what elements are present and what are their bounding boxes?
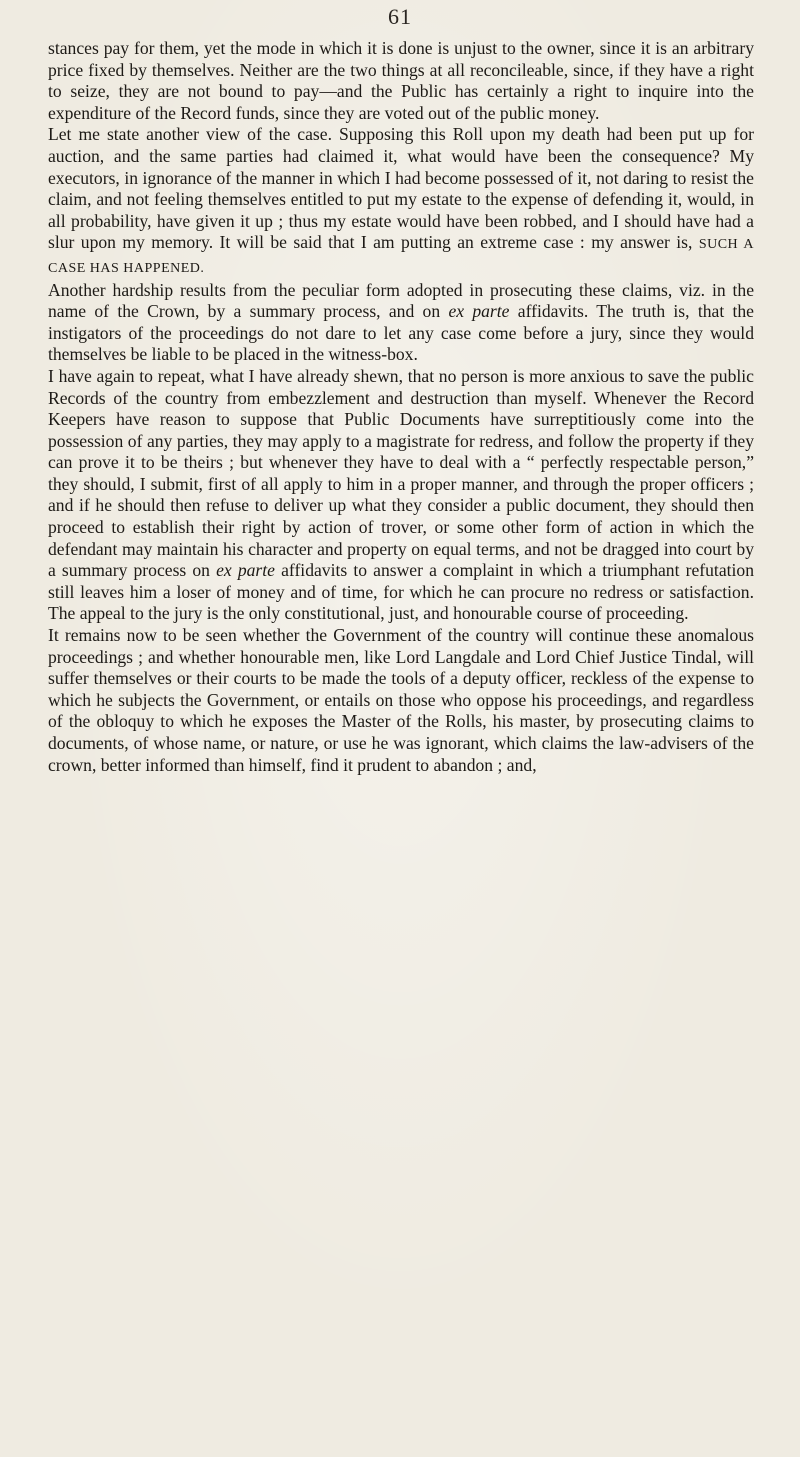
paragraph-text: Let me state another view of the case. Supposing this Roll upon my death had been put up for auction, and the same parties had claimed it, what would have been the consequence? My executors, in ignorance of the manner in which I had become possessed of it, not daring to resist the claim, and not feeling themselves entitled to put my estate to the expense of defending it, would, in all probability, have given it up ; thus my estate would have been robbed, and I should have had a slur upon my memory. It will be said that I am putting an extreme case : my answer is, (48, 124, 754, 253)
paragraph (48, 366, 754, 625)
paragraph (48, 124, 754, 279)
paragraph-text: I have again to repeat, what I have already shewn, that no person is more anxious to save the public Records of the country from embezzlement and destruction than myself. Whenever the Record Keepers have reason to suppose that Public Documents have surreptitiously come into the possession of any parties, they may apply to a magistrate for redress, and follow the property if they can prove it to be theirs ; but whenever they have to deal with a “ perfectly respectable person,” they should, I submit, first of all apply to him in a proper manner, and through the proper officers ; and if he should then refuse to deliver up what they consider a public document, they should then proceed to establish their right by action of trover, or some other form of action in which the defendant may maintain his character and property on equal terms, and not be dragged into court by a summary process on (48, 365, 754, 581)
page-number: 61 (388, 4, 412, 29)
paragraph-text: affidavits. The truth is, that the instigators of the proceedings do not dare to let any case come before a jury, since they would themselves be liable to be placed in the witness-box. (48, 301, 754, 365)
paragraph-text: Another hardship results from the peculiar form adopted in prosecuting these claims, viz. in the name of the Crown, by a summary process, and on (48, 279, 754, 322)
paragraph (48, 625, 754, 776)
paragraph (48, 280, 754, 366)
paragraph-text: stances pay for them, yet the mode in which it is done is unjust to the owner, since it is an arbitrary price fixed by themselves. Neither are the two things at all reconcileable, since, if they have a right to seize, they are not bound to pay—and the Public has certainly a right to inquire into the expenditure of the Record funds, since they are voted out of the public money. (48, 38, 754, 123)
italic-phrase: ex parte (448, 301, 510, 322)
body-text (48, 38, 754, 776)
paragraph (48, 38, 754, 124)
paragraph-text: affidavits to answer a complaint in which a triumphant refutation still leaves him a loser of money and of time, for which he can procure no redress or satisfaction. The appeal to the jury is the only constitutional, just, and honourable course of proceeding. (48, 560, 755, 624)
paragraph-text: It remains now to be seen whether the Government of the country will continue these anomalous proceedings ; and whether honourable men, like Lord Langdale and Lord Chief Justice Tindal, will suffer themselves or their courts to be made the tools of a deputy officer, reckless of the expense to which he subjects the Government, or entails on those who oppose his proceedings, and regardless of the obloquy to which he exposes the Master of the Rolls, his master, by prosecuting claims to documents, of whose name, or nature, or use he was ignorant, which claims the law-advisers of the crown, better informed than himself, find it prudent to abandon ; and, (48, 625, 754, 775)
emphasis-small-caps: SUCH A CASE HAS HAPPENED. (48, 237, 754, 276)
italic-phrase: ex parte (216, 560, 275, 581)
